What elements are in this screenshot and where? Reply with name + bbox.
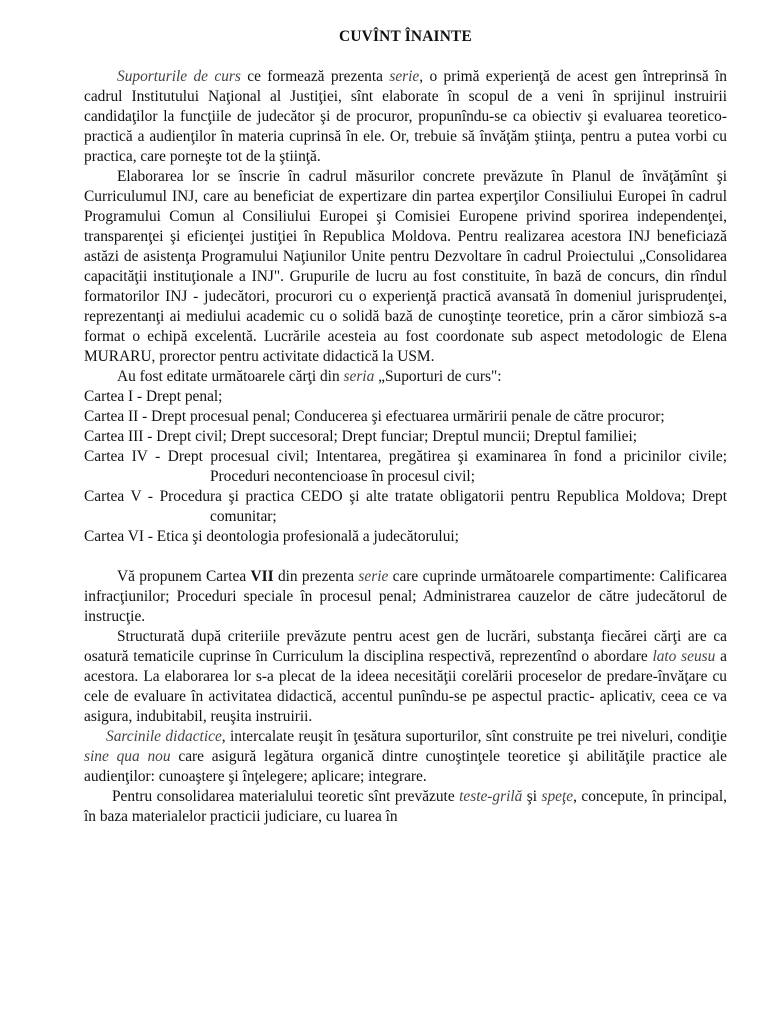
- term-teste-grila: teste-grilă: [459, 788, 523, 805]
- paragraph-elaboration: Elaborarea lor se înscrie în cadrul măsurilor concrete prevăzute în Planul de învăţămînt şi Curriculumul INJ, care au beneficiat de expertizare din partea experţilor Consiliului Europei în cadrul Programului Comun al Consiliului Europei şi Comisiei Europene privind sporirea independenţei, transparenţei şi eficienţei justiţiei în Republica Moldova. Pentru realizarea acestora INJ beneficiază astăzi de asistenţa Programului Naţiunilor Unite pentru Dezvoltare în cadrul Proiectului „Consolidarea capacităţii instituţionale a INJ". Grupurile de lucru au fost constituite, în bază de concurs, din rîndul formatorilor INJ - judecători, procurori cu o experienţă practică avansată în domeniul jurisprudenţei, reprezentanţi ai mediului academic cu o solidă bază de cunoştinţe teoretice, prin a căror simbioză s-a format o echipă excelentă. Lucrările acesteia au fost coordonate sub aspect metodologic de Elena MURARU, prorector pentru activitate didactică la USM.: [84, 168, 727, 365]
- term-serie: serie: [389, 68, 420, 85]
- term-lato-seusu: lato seusu: [652, 648, 716, 665]
- term-spete: speţe: [541, 788, 574, 805]
- term-sine-qua-nou: sine qua nou: [84, 748, 171, 765]
- book-item: Cartea I - Drept penal;: [84, 388, 223, 405]
- term-sarcinile-didactice: Sarcinile didactice: [106, 728, 222, 745]
- document-page: [84, 27, 727, 827]
- book-list: [84, 387, 727, 547]
- paragraph-didactic-tasks: Sarcinile didactice, intercalate reuşit în ţesătura suporturilor, sînt construite pe trei niveluri, condiţie sine qua nou care asigură legătura organică dintre cunoştinţele teoretice şi abilităţile practice ale audienţilor: cunoaştere şi înţelegere; aplicare; integrare.: [84, 728, 727, 785]
- paragraph-structure: Structurată după criteriile prevăzute pentru acest gen de lucrări, substanţa fiecărei cărţi are ca osatură tematicile cuprinse în Curriculum la disciplina respectivă, reprezentînd o abordare lato seusu a acestora. La elaborarea lor s-a plecat de la ideea necesităţii corelării proceselor de predare-învăţare cu cele de evaluare în activitatea didactică, accentul punîndu-se pe aspectul practic- aplicativ, ceea ce va asigura, indubitabil, reuşita instruirii.: [84, 628, 727, 725]
- paragraph-consolidation: Pentru consolidarea materialului teoretic sînt prevăzute teste-grilă şi speţe, concepute, în principal, în baza materialelor practicii judiciare, cu luarea în: [84, 788, 728, 825]
- paragraph-book-vii: Vă propunem Cartea VII din prezenta serie care cuprinde următoarele compartimente: Calificarea infracţiunilor; Proceduri speciale în procesul penal; Administrarea cauzelor de către judecătorul de instrucţie.: [84, 568, 727, 625]
- term-serie: serie: [358, 568, 389, 585]
- term-suporturile-de-curs: Suporturile de curs: [117, 68, 241, 85]
- book-item: Cartea III - Drept civil; Drept succesoral; Drept funciar; Dreptul muncii; Dreptul familiei;: [84, 428, 638, 445]
- book-item: Cartea V - Procedura şi practica CEDO şi alte tratate obligatorii pentru Republica Moldova; Drept comunitar;: [84, 488, 727, 525]
- paragraph-editions: Au fost editate următoarele cărţi din seria „Suporturi de curs":: [117, 368, 502, 385]
- book-number: VII: [250, 568, 274, 585]
- book-item: Cartea VI - Etica şi deontologia profesională a judecătorului;: [84, 528, 459, 545]
- paragraph-intro: Suporturile de curs ce formează prezenta serie, o primă experienţă de acest gen întreprinsă în cadrul Institutului Naţional al Justiţiei, sînt elaborate în scopul de a veni în sprijinul instruirii candidaţilor la funcţiile de judecător şi de procuror, propunîndu-se ca obiectiv şi evaluarea teoretico-practică a audienţilor în materia cuprinsă în ele. Or, trebuie să învăţăm ştiinţa, pentru a putea vorbi cu practica, care porneşte tot de la ştiinţă.: [84, 68, 727, 165]
- term-seria: seria: [343, 368, 375, 385]
- page-title: CUVÎNT ÎNAINTE: [339, 28, 472, 45]
- blank-line: [84, 547, 727, 567]
- book-item: Cartea IV - Drept procesual civil; Intentarea, pregătirea şi examinarea în fond a pricinilor civile; Proceduri necontencioase în procesul civil;: [84, 448, 727, 485]
- book-item: Cartea II - Drept procesual penal; Conducerea şi efectuarea urmăririi penale de către procuror;: [84, 408, 665, 425]
